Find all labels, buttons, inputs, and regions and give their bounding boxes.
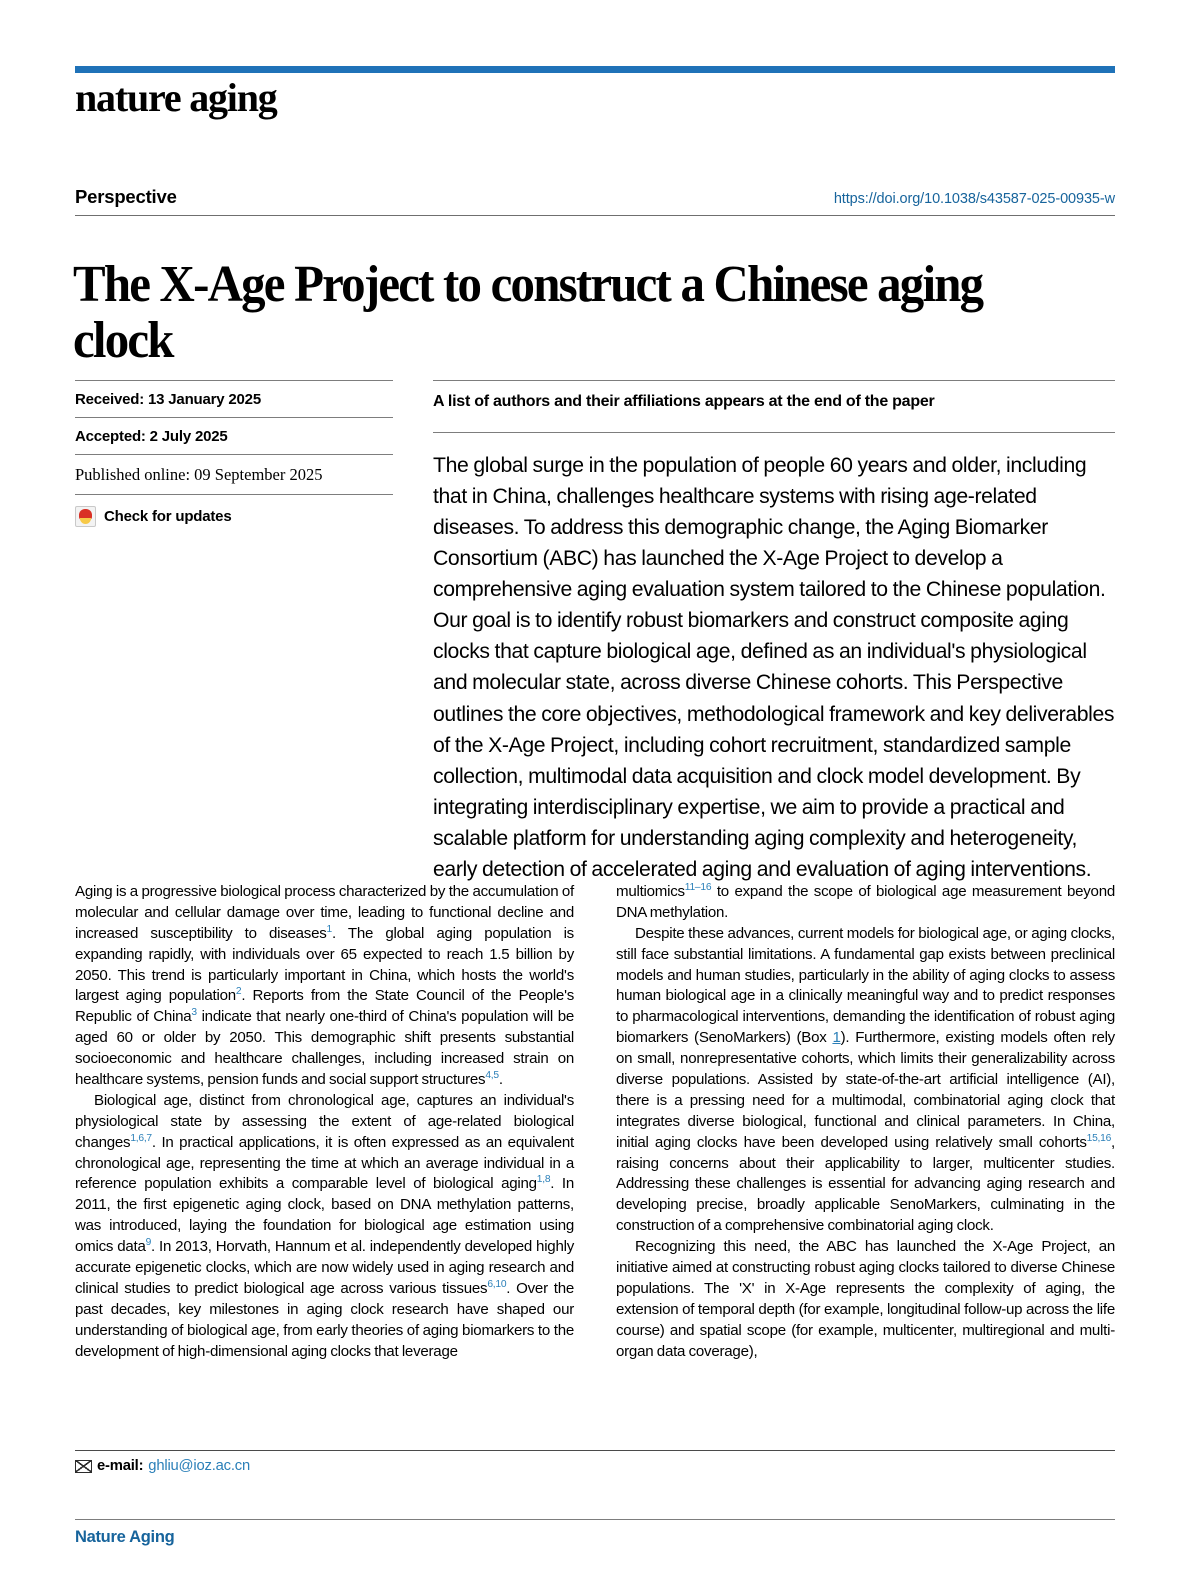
accepted-date: Accepted: 2 July 2025 [75,417,393,454]
email-address-link[interactable]: ghliu@ioz.ac.cn [148,1458,250,1474]
article-type-row [75,186,1115,208]
reference-marker[interactable]: 6,10 [487,1278,507,1290]
page-title: The X-Age Project to construct a Chinese aging clock [73,255,983,369]
authors-affiliations-note: A list of authors and their affiliations appears at the end of the paper [433,380,1115,411]
reference-marker[interactable]: 3 [191,1007,197,1019]
reference-marker[interactable]: 9 [145,1237,152,1249]
envelope-icon [75,1460,92,1473]
reference-marker[interactable]: 11–16 [684,881,712,893]
reference-marker[interactable]: 1,6,7 [130,1132,152,1144]
body-columns [75,882,1115,1362]
box-link[interactable]: 1 [832,1029,841,1047]
published-date: Published online: 09 September 2025 [75,454,393,494]
body-paragraph: multiomics$^{11-16}$ to expand the scope of biological age measurement beyond DNA methylation. [616,881,1115,921]
corresponding-email [75,1458,250,1474]
body-paragraph: Despite these advances, current models for biological age, or aging clocks, still face substantial limitations. A fundamental gap exists between preclinical models and human studies, particularly in the ability of aging clocks to assess human biological age in a clinically meaningful way and to predict responses to pharmacological interventions, demanding the identification of robust aging biomarkers (SenoMarkers) (Box 1). Furthermore, existing models often rely on small, nonrepresentative cohorts, which limits their generalizability across diverse populations. Assisted by state-of-the-art artificial intelligence (AI), there is a pressing need for a multimodal, combinatorial aging clock that integrates diverse biological, functional and clinical parameters. In China, initial aging clocks have been developed using relatively small cohorts$^{15,16}$, raising concerns about their applicability to larger, multicenter studies. Addressing these challenges is essential for advancing aging research and developing precise, broadly applicable SenoMarkers, culminating in the construction of a comprehensive combinatorial aging clock. [616,924,1115,1235]
header-divider [75,215,1115,216]
footer-divider [75,1450,1115,1451]
journal-footer-name: Nature Aging [75,1528,175,1546]
body-paragraph: Biological age, distinct from chronological age, captures an individual's physiological state by assessing the extent of age-related biological changes$^{1,6,7}$. In practical applications, it is often expressed as an equivalent chronological age, representing the time at which an average individual in a reference population exhibits a comparable level of biological aging$^{1,8}$. In 2011, the first epigenetic aging clock, based on DNA methylation patterns, was introduced, laying the foundation for biological age estimation using omics data$^9$. In 2013, Horvath, Hannum et al. independently developed highly accurate epigenetic clocks, which are now widely used in aging research and clinical studies to predict biological age across various tissues$^{6,10}$. Over the past decades, key milestones in aging clock research have shaped our understanding of biological age, from early theories of aging biomarkers to the development of high-dimensional aging clocks that leverage [75,1091,575,1360]
reference-marker[interactable]: 15,16 [1086,1132,1112,1144]
abstract-text: The global surge in the population of people 60 years and older, including that in China, challenges healthcare systems with rising age-related diseases. To address this demographic change, the Aging Biomarker Consortium (ABC) has launched the X-Age Project to develop a comprehensive aging evaluation system tailored to the Chinese population. Our goal is to identify robust biomarkers and construct composite aging clocks that capture biological age, defined as an individual's physiological and molecular state, across diverse Chinese cohorts. This Perspective outlines the core objectives, methodological framework and key deliverables of the X-Age Project, including cohort recruitment, standardized sample collection, multimodal data acquisition and clock model development. By integrating interdisciplinary expertise, we aim to provide a practical and scalable platform for understanding aging complexity and heterogeneity, early detection of accelerated aging and evaluation of aging interventions. [433,432,1115,885]
body-column-right [616,882,1115,1362]
crossmark-icon [75,506,96,527]
body-paragraph: Aging is a progressive biological process characterized by the accumulation of molecular and cellular damage over time, leading to functional decline and increased susceptibility to diseases$^1$. The global aging population is expanding rapidly, with individuals over 65 expected to reach 1.5 billion by 2050. This trend is particularly important in China, which hosts the world's largest aging population$^2$. Reports from the State Council of the People's Republic of China$^3$ indicate that nearly one-third of China's population will be aged 60 or older by 2050. This demographic shift presents substantial socioeconomic and healthcare challenges, including increased strain on healthcare systems, pension funds and social support structures$^{4,5}$. [75,883,574,1089]
check-for-updates-button[interactable] [75,494,393,536]
abstract-section [433,380,1115,885]
brand-accent-rule [75,66,1115,73]
reference-marker[interactable]: 1,8 [536,1174,551,1186]
journal-logo: nature aging [75,75,277,120]
check-for-updates-label: Check for updates [104,508,232,525]
article-type-label: Perspective [75,186,177,207]
reference-marker[interactable]: 4,5 [485,1069,499,1081]
email-label: e-mail: [97,1458,144,1474]
body-paragraph: Recognizing this need, the ABC has launched the X-Age Project, an initiative aimed at constructing robust aging clocks tailored to diverse Chinese populations. The 'X' in X-Age represents the complexity of aging, the extension of temporal depth (for example, longitudinal follow-up across the life course) and spatial scope (for example, multicenter, multiregional and multi-organ data coverage), [616,1238,1115,1360]
doi-link[interactable]: https://doi.org/10.1038/s43587-025-00935-w [833,191,1115,207]
received-date: Received: 13 January 2025 [75,380,393,417]
body-column-left [75,882,574,1362]
reference-marker[interactable]: 1 [326,923,332,935]
reference-marker[interactable]: 2 [235,986,242,998]
publication-metadata [75,380,393,536]
bottom-divider [75,1519,1115,1520]
